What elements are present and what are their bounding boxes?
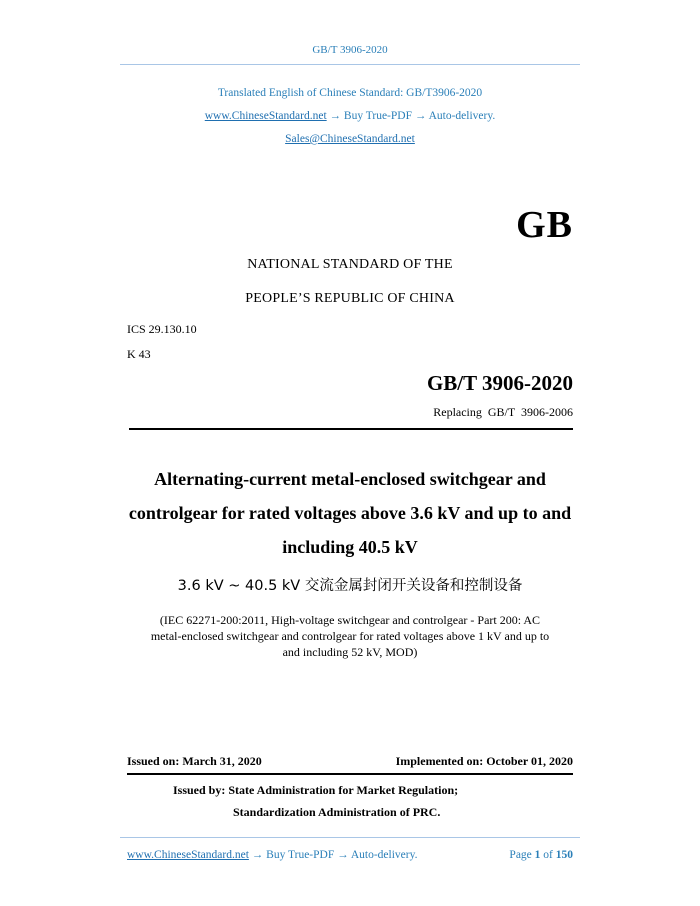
page-indicator xyxy=(509,849,573,861)
implemented-date: Implemented on: October 01, 2020 xyxy=(395,754,573,768)
document-title xyxy=(0,462,700,564)
footer-promo xyxy=(127,849,417,861)
footer-purchase-text: → Buy True-PDF → Auto-delivery. xyxy=(251,849,418,861)
title-rule xyxy=(129,428,573,430)
site-link[interactable]: www.ChineseStandard.net xyxy=(204,110,327,122)
ics-code: ICS 29.130.10 xyxy=(127,322,197,336)
gb-mark: GB xyxy=(516,204,573,246)
title-line-2: controlgear for rated voltages above 3.6 kV and up to and xyxy=(128,503,572,523)
footer-divider xyxy=(120,837,580,838)
page-current: 1 xyxy=(534,849,541,861)
promo-email-line xyxy=(0,133,700,145)
standard-number: GB/T 3906-2020 xyxy=(426,371,573,395)
footer-site-link[interactable]: www.ChineseStandard.net xyxy=(127,849,249,861)
purchase-text: → Buy True-PDF → Auto-delivery. xyxy=(329,110,496,122)
promo-purchase-line xyxy=(0,110,700,122)
national-standard-line2: PEOPLE’S REPUBLIC OF CHINA xyxy=(245,291,455,306)
sales-email-link[interactable]: Sales@ChineseStandard.net xyxy=(285,133,415,145)
translation-notice: Translated English of Chinese Standard: GB/T3906-2020 xyxy=(217,87,483,99)
iec-reference: (IEC 62271-200:2011, High-voltage switchgear and controlgear - Part 200: AC metal-enclosed switchgear and controlgear for rated voltages above 1 kV and up to and including 52 kV, MOD) xyxy=(150,613,550,659)
issuing-authority-line2: Standardization Administration of PRC. xyxy=(233,805,441,819)
page-total: 150 xyxy=(555,849,573,861)
issuing-authority-line1: Issued by: State Administration for Market Regulation; xyxy=(173,783,459,797)
issued-date: Issued on: March 31, 2020 xyxy=(127,754,262,768)
chinese-title: 3.6 kV ~ 40.5 kV 交流金属封闭开关设备和控制设备 xyxy=(177,578,523,594)
title-line-1: Alternating-current metal-enclosed switchgear and xyxy=(154,469,546,489)
national-standard-line1: NATIONAL STANDARD OF THE xyxy=(247,257,453,272)
header-divider xyxy=(120,64,580,65)
title-line-3: including 40.5 kV xyxy=(282,537,418,557)
page-of: of xyxy=(543,849,553,861)
issuing-authority xyxy=(173,779,458,823)
page-label: Page xyxy=(509,849,532,861)
dates-rule xyxy=(127,773,573,775)
running-header: GB/T 3906-2020 xyxy=(312,44,388,56)
classification-code: K 43 xyxy=(127,347,151,361)
replacing-note: Replacing GB/T 3906-2006 xyxy=(433,405,573,419)
